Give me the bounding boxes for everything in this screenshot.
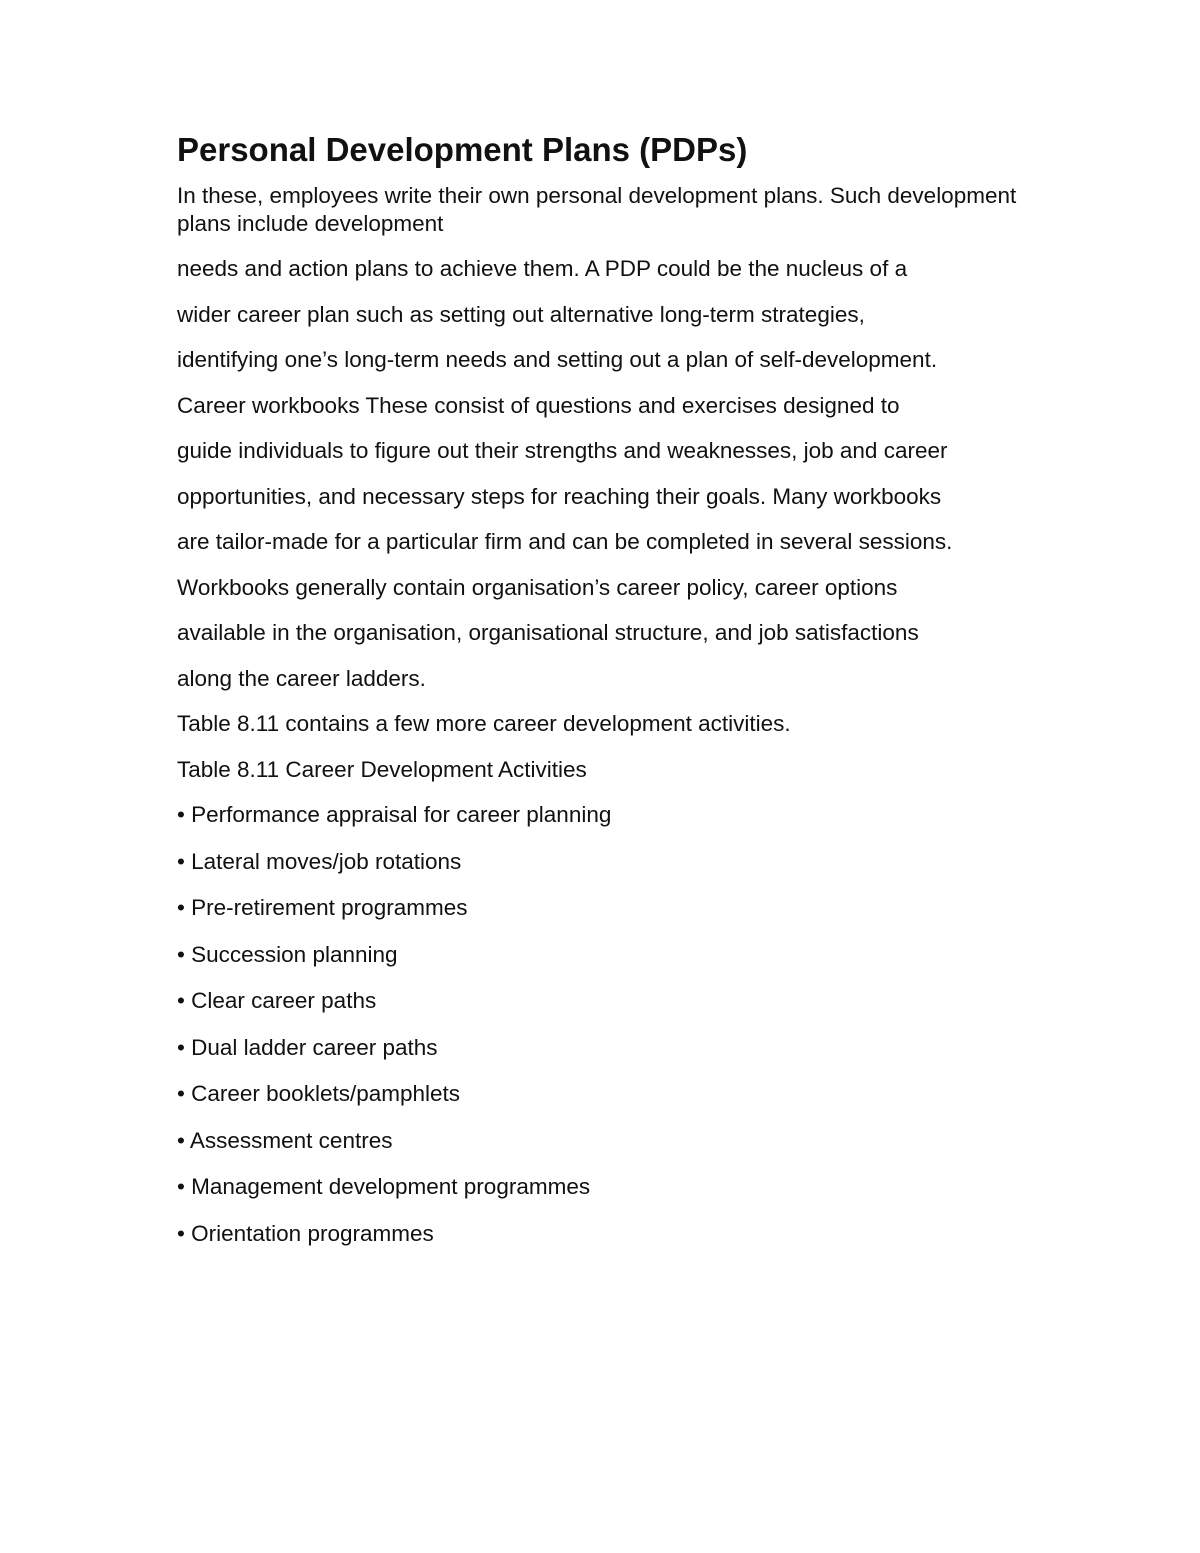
document-title: Personal Development Plans (PDPs) <box>177 131 748 168</box>
paragraph: Table 8.11 contains a few more career development activities. <box>177 711 791 736</box>
career-activities-list <box>177 801 1027 1248</box>
list-item: • Dual ladder career paths <box>177 1034 438 1060</box>
paragraph: opportunities, and necessary steps for reaching their goals. Many workbooks <box>177 483 942 509</box>
list-item: • Lateral moves/job rotations <box>177 848 462 874</box>
table-caption: Table 8.11 Career Development Activities <box>177 756 587 782</box>
paragraph: identifying one’s long-term needs and setting out a plan of self-development. <box>177 347 938 372</box>
paragraph: Career workbooks These consist of questions and exercises designed to <box>177 392 900 418</box>
list-item: • Clear career paths <box>177 988 377 1013</box>
list-item: • Pre-retirement programmes <box>177 895 468 920</box>
paragraph: are tailor-made for a particular firm and can be completed in several sessions. <box>177 529 953 554</box>
list-item: • Assessment centres <box>177 1127 393 1153</box>
document-content <box>177 128 1027 1266</box>
list-item: • Performance appraisal for career planning <box>177 802 612 827</box>
paragraph: available in the organisation, organisational structure, and job satisfactions <box>177 620 919 645</box>
list-item: • Orientation programmes <box>177 1220 434 1246</box>
paragraph: guide individuals to figure out their strengths and weaknesses, job and career <box>177 438 948 463</box>
list-item: • Management development programmes <box>177 1174 591 1199</box>
list-item: • Career booklets/pamphlets <box>177 1081 461 1106</box>
paragraph: In these, employees write their own personal development plans. Such development plans include development <box>177 183 1017 236</box>
paragraph: along the career ladders. <box>177 665 426 691</box>
list-item: • Succession planning <box>177 941 398 967</box>
paragraph: needs and action plans to achieve them. A PDP could be the nucleus of a <box>177 256 908 281</box>
paragraph: wider career plan such as setting out alternative long-term strategies, <box>177 301 865 327</box>
paragraph: Workbooks generally contain organisation’s career policy, career options <box>177 574 898 600</box>
